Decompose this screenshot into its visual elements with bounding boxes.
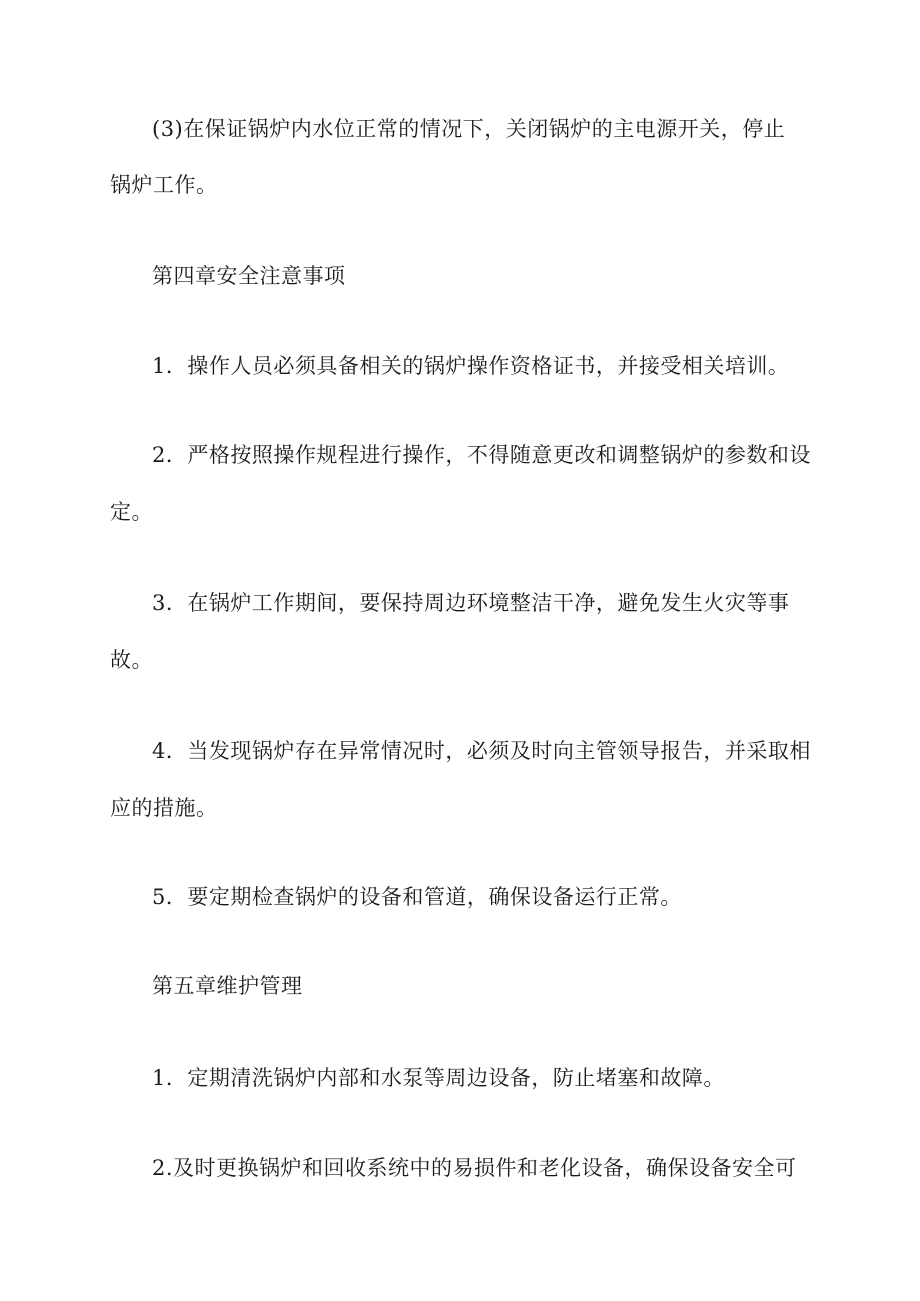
chapter4-heading: 第四章安全注意事项 — [152, 264, 346, 288]
chapter4-item4-line2: 应的措施。 — [110, 796, 218, 820]
chapter4-item2-line2: 定。 — [110, 500, 153, 524]
chapter5-heading: 第五章维护管理 — [152, 974, 303, 998]
chapter5-item2-line1: 2.及时更换锅炉和回收系统中的易损件和老化设备，确保设备安全可 — [152, 1156, 797, 1180]
chapter4-item3-line1: 3．在锅炉工作期间，要保持周边环境整洁干净，避免发生火灾等事 — [152, 591, 790, 615]
chapter4-item1: 1．操作人员必须具备相关的锅炉操作资格证书，并接受相关培训。 — [152, 354, 790, 378]
chapter4-item4-line1: 4．当发现锅炉存在异常情况时，必须及时向主管领导报告，并采取相 — [152, 739, 811, 763]
chapter4-item3-line2: 故。 — [110, 648, 153, 672]
paragraph-step3-line2: 锅炉工作。 — [110, 173, 218, 197]
chapter4-item5: 5．要定期检查锅炉的设备和管道，确保设备运行正常。 — [152, 885, 682, 909]
paragraph-step3-line1: (3)在保证锅炉内水位正常的情况下，关闭锅炉的主电源开关，停止 — [152, 117, 786, 141]
chapter4-item2-line1: 2．严格按照操作规程进行操作，不得随意更改和调整锅炉的参数和设 — [152, 443, 811, 467]
chapter5-item1: 1．定期清洗锅炉内部和水泵等周边设备，防止堵塞和故障。 — [152, 1066, 725, 1090]
